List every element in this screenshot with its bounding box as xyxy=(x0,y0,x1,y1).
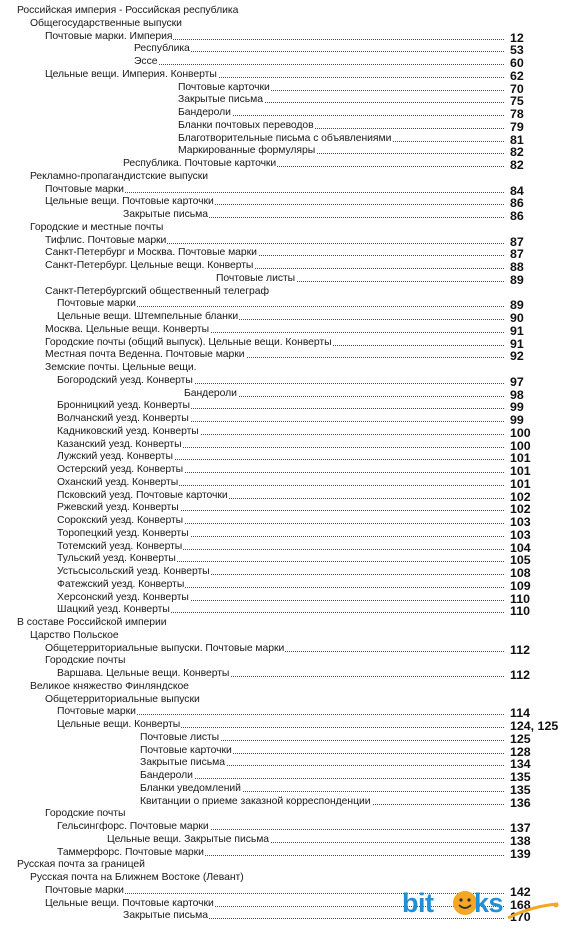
toc-entry-title: Бандероли xyxy=(140,770,193,781)
toc-entry xyxy=(0,425,565,438)
toc-entry-title: Общетерриториальные выпуски. Почтовые марки xyxy=(45,642,285,654)
toc-page-number: 142 xyxy=(510,884,531,899)
toc-entry-title: Варшава. Цельные вещи. Конверты xyxy=(57,668,230,679)
toc-page-number: 89 xyxy=(510,298,524,313)
toc-page-number: 168 xyxy=(510,897,531,912)
toc-entry xyxy=(0,195,565,211)
toc-entry-title: Великое княжество Финляндское xyxy=(30,680,189,692)
toc-page-number: 70 xyxy=(510,81,524,96)
toc-entry xyxy=(0,769,565,782)
toc-page-number: 103 xyxy=(510,515,531,529)
toc-entry-title: Городские и местные почты xyxy=(30,221,164,233)
toc-entry-title: Тульский уезд. Конверты xyxy=(57,553,176,565)
toc-page-number: 79 xyxy=(510,119,524,134)
toc-entry xyxy=(0,705,565,721)
toc-entry xyxy=(0,756,565,772)
toc-entry xyxy=(0,846,565,859)
toc-entry-title: Почтовые марки xyxy=(45,183,124,195)
toc-entry-title: Санкт-Петербургский общественный телеграф xyxy=(45,285,269,297)
toc-entry-title: Кадниковский уезд. Конверты xyxy=(57,425,199,437)
toc-entry-title: Оханский уезд. Конверты xyxy=(57,476,179,488)
toc-entry-title: Санкт-Петербург и Москва. Почтовые марки xyxy=(45,247,257,259)
toc-entry xyxy=(0,438,565,451)
toc-entry xyxy=(0,234,565,247)
toc-page-number: 103 xyxy=(510,527,531,542)
toc-entry-title: Фатежский уезд. Конверты xyxy=(57,578,185,590)
toc-page-number: 91 xyxy=(510,323,524,338)
toc-page-number: 125 xyxy=(510,731,531,746)
toc-entry xyxy=(0,157,565,170)
toc-page-number: 135 xyxy=(510,770,531,784)
toc-entry xyxy=(0,718,565,731)
toc-page-number: 137 xyxy=(510,821,531,835)
toc-page-number: 135 xyxy=(510,782,531,797)
toc-entry-title: Рекламно-пропагандистские выпуски xyxy=(30,170,209,182)
toc-heading xyxy=(0,616,565,629)
toc-page-number: 86 xyxy=(510,196,524,211)
toc-page-number: 60 xyxy=(510,56,524,70)
toc-heading xyxy=(0,693,565,706)
toc-entry-title: Бланки почтовых переводов xyxy=(178,119,314,131)
toc-entry xyxy=(0,297,565,313)
toc-entry xyxy=(0,476,565,489)
toc-page-number: 114 xyxy=(510,706,530,721)
toc-entry-title: Почтовые марки. Империя xyxy=(45,30,173,42)
toc-page-number: 84 xyxy=(510,183,524,198)
toc-entry xyxy=(0,42,565,58)
toc-entry xyxy=(0,731,565,744)
toc-entry xyxy=(0,463,565,476)
toc-page-number: 136 xyxy=(510,795,531,810)
toc-entry xyxy=(0,374,565,387)
toc-entry-title: Тифлис. Почтовые марки xyxy=(45,234,167,246)
toc-page-number: 88 xyxy=(510,260,524,274)
toc-entry-title: Бандероли xyxy=(178,107,231,118)
toc-entry-title: Цельные вещи. Конверты xyxy=(57,719,181,730)
toc-entry-title: Русская почта на Ближнем Востоке (Левант) xyxy=(30,872,244,883)
watermark-logo xyxy=(402,886,562,926)
toc-page-number: 98 xyxy=(510,387,524,402)
toc-heading xyxy=(0,285,565,298)
toc-entry xyxy=(0,399,565,415)
toc-heading xyxy=(0,807,565,820)
toc-entry xyxy=(0,259,565,272)
toc-entry xyxy=(0,501,565,517)
toc-entry-title: Цельные вещи. Штемпельные бланки xyxy=(57,311,239,322)
toc-page-number: 81 xyxy=(510,132,524,147)
toc-entry-title: Шацкий уезд. Конверты xyxy=(57,604,170,616)
toc-entry xyxy=(0,667,565,680)
toc-entry xyxy=(0,348,565,364)
toc-entry-title: Царство Польское xyxy=(30,629,119,641)
toc-heading xyxy=(0,629,565,642)
toc-page-number: 101 xyxy=(510,476,531,491)
toc-heading xyxy=(0,654,565,667)
toc-entry xyxy=(0,527,565,540)
toc-page-number: 112 xyxy=(510,668,530,682)
toc-entry xyxy=(0,246,565,262)
toc-page-number: 170 xyxy=(510,910,531,925)
toc-entry-title: Благотворительные письма с объявлениями xyxy=(178,132,392,144)
dot-leader xyxy=(134,64,504,65)
toc-page-number: 12 xyxy=(510,30,524,45)
toc-entry-title: Городские почты (общий выпуск). Цельные вещи. Конверты xyxy=(45,336,332,348)
toc-entry xyxy=(0,795,565,808)
toc-entry-title: Городские почты xyxy=(45,808,126,820)
toc-page-number: 128 xyxy=(510,744,531,759)
toc-page-number: 104 xyxy=(510,540,531,555)
toc-entry-title: Общегосударственные выпуски xyxy=(30,17,182,29)
swoosh-icon xyxy=(506,902,560,925)
toc-page-number: 53 xyxy=(510,43,524,58)
toc-page-number: 110 xyxy=(510,604,530,619)
toc-page-number: 105 xyxy=(510,553,531,568)
toc-entry xyxy=(0,782,565,795)
toc-heading xyxy=(0,221,565,234)
toc-entry xyxy=(0,565,565,578)
toc-page-number: 100 xyxy=(510,425,531,440)
toc-entry xyxy=(0,578,565,591)
watermark-text-right: ks xyxy=(474,888,504,918)
toc-entry-title: Сорокский уезд. Конверты xyxy=(57,515,184,526)
toc-heading xyxy=(0,858,565,871)
toc-page-number: 102 xyxy=(510,489,531,504)
toc-entry-title: Республика. Почтовые карточки xyxy=(123,158,277,169)
toc-entry xyxy=(0,603,565,619)
toc-entry-title: Закрытые письма xyxy=(123,910,208,922)
toc-entry xyxy=(0,93,565,109)
toc-entry-title: Почтовые марки xyxy=(57,298,136,310)
toc-entry-title: В составе Российской империи xyxy=(17,617,167,628)
toc-entry-title: Почтовые марки xyxy=(45,884,124,896)
toc-entry-title: Почтовые карточки xyxy=(178,81,270,93)
toc-entry-title: Почтовые листы xyxy=(216,272,296,284)
toc-entry-title: Местная почта Веденна. Почтовые марки xyxy=(45,349,245,361)
toc-entry xyxy=(0,30,565,43)
toc-page-number: 100 xyxy=(510,438,531,453)
toc-entry-title: Русская почта за границей xyxy=(17,859,145,871)
toc-entry xyxy=(0,514,565,527)
toc-entry xyxy=(0,323,565,336)
toc-page-number: 78 xyxy=(510,107,524,121)
toc-entry xyxy=(0,132,565,145)
toc-entry xyxy=(0,55,565,68)
toc-page-number: 89 xyxy=(510,272,524,287)
toc-entry-title: Псковский уезд. Почтовые карточки xyxy=(57,489,228,501)
toc-page-number: 101 xyxy=(510,464,531,478)
toc-entry xyxy=(0,450,565,466)
toc-page-number: 138 xyxy=(510,833,531,848)
toc-entry-title: Квитанции о приеме заказной корреспонденции xyxy=(140,795,371,807)
toc-entry xyxy=(0,552,565,568)
toc-entry-title: Таммерфорс. Почтовые марки xyxy=(57,846,204,858)
toc-entry-title: Земские почты. Цельные вещи. xyxy=(45,362,197,373)
toc-page-number: 99 xyxy=(510,400,524,415)
toc-heading xyxy=(0,170,565,183)
toc-entry-title: Москва. Цельные вещи. Конверты xyxy=(45,323,210,335)
toc-page-number: 62 xyxy=(510,68,524,83)
toc-entry xyxy=(0,833,565,846)
watermark-text-left: bit xyxy=(402,888,434,918)
toc-entry-title: Бланки уведомлений xyxy=(140,782,241,794)
toc-entry-title: Закрытые письма xyxy=(123,209,208,220)
toc-entry xyxy=(0,208,565,221)
toc-entry-title: Эссе xyxy=(134,56,158,67)
toc-entry xyxy=(0,106,565,119)
toc-page-number: 75 xyxy=(510,94,524,109)
toc-entry xyxy=(0,489,565,502)
toc-entry-title: Казанский уезд. Конверты xyxy=(57,438,182,450)
toc-entry-title: Гельсингфорс. Почтовые марки xyxy=(57,821,209,832)
toc-entry xyxy=(0,119,565,132)
toc-page-number: 102 xyxy=(510,502,531,517)
toc-entry-title: Торопецкий уезд. Конверты xyxy=(57,527,189,539)
toc-entry-title: Почтовые марки xyxy=(57,706,136,718)
toc-entry xyxy=(0,744,565,757)
toc-page-number: 92 xyxy=(510,349,524,364)
toc-page-number: 108 xyxy=(510,566,531,580)
toc-page-number: 82 xyxy=(510,158,524,172)
toc-heading xyxy=(0,361,565,374)
toc-page-number: 99 xyxy=(510,413,524,427)
toc-entry-title: Городские почты xyxy=(45,655,126,667)
toc-entry-title: Цельные вещи. Почтовые карточки xyxy=(45,897,214,909)
toc-entry-title: Цельные вещи. Империя. Конверты xyxy=(45,68,217,80)
toc-page-number: 139 xyxy=(510,846,531,861)
toc-entry xyxy=(0,591,565,604)
toc-entry-title: Республика xyxy=(134,43,190,55)
toc-heading xyxy=(0,871,565,884)
toc-entry-title: Лужский уезд. Конверты xyxy=(57,451,173,463)
toc-entry-title: Бандероли xyxy=(184,387,237,399)
toc-entry-title: Санкт-Петербург. Цельные вещи. Конверты xyxy=(45,260,254,271)
toc-entry xyxy=(0,183,565,196)
toc-entry-title: Ржевский уезд. Конверты xyxy=(57,502,179,514)
toc-page-number: 101 xyxy=(510,451,531,466)
toc-entry-title: Российская империя - Российская республика xyxy=(17,5,239,16)
toc-page-number: 87 xyxy=(510,234,524,249)
toc-entry-title: Богородский уезд. Конверты xyxy=(57,374,193,386)
toc-entry-title: Цельные вещи. Почтовые карточки xyxy=(45,196,214,208)
toc-entry-title: Общетерриториальные выпуски xyxy=(45,693,200,705)
toc-entry xyxy=(0,820,565,833)
toc-page-number: 90 xyxy=(510,311,524,325)
toc-page-number: 82 xyxy=(510,145,524,160)
toc-entry-title: Почтовые листы xyxy=(140,731,220,743)
toc-page-number: 110 xyxy=(510,591,530,606)
toc-entry xyxy=(0,336,565,349)
toc-page-number: 91 xyxy=(510,336,524,351)
toc-entry xyxy=(0,412,565,425)
toc-entry xyxy=(0,387,565,400)
toc-entry-title: Бронницкий уезд. Конверты xyxy=(57,400,190,412)
toc-entry xyxy=(0,642,565,655)
toc-entry xyxy=(0,310,565,323)
toc-entry-title: Остерский уезд. Конверты xyxy=(57,464,184,475)
toc-entry-title: Закрытые письма xyxy=(140,757,225,769)
toc-entry-title: Волчанский уезд. Конверты xyxy=(57,413,189,424)
toc-page-number: 109 xyxy=(510,578,531,593)
toc-entry xyxy=(0,81,565,94)
toc-entry-title: Маркированные формуляры xyxy=(178,145,316,157)
dot-leader xyxy=(140,778,504,779)
toc-entry-title: Закрытые письма xyxy=(178,94,263,106)
toc-page-number: 124, 125 xyxy=(510,719,559,733)
toc-page-number: 87 xyxy=(510,247,524,262)
toc-entry-title: Цельные вещи. Закрытые письма xyxy=(107,833,270,845)
toc-page-number: 97 xyxy=(510,374,524,389)
toc-entry-title: Устьсысольский уезд. Конверты xyxy=(57,566,210,577)
toc-entry-title: Тотемский уезд. Конверты xyxy=(57,540,183,552)
toc-entry-title: Почтовые карточки xyxy=(140,744,232,756)
toc-heading xyxy=(0,4,565,17)
toc-entry xyxy=(0,68,565,81)
toc-page-number: 112 xyxy=(510,642,530,657)
toc-heading xyxy=(0,17,565,30)
toc-heading xyxy=(0,680,565,693)
toc-entry xyxy=(0,144,565,160)
toc-entry-title: Херсонский уезд. Конверты xyxy=(57,591,189,603)
toc-entry xyxy=(0,540,565,553)
toc-page-number: 134 xyxy=(510,757,531,772)
toc-page-number: 86 xyxy=(510,209,524,223)
toc-entry xyxy=(0,272,565,285)
